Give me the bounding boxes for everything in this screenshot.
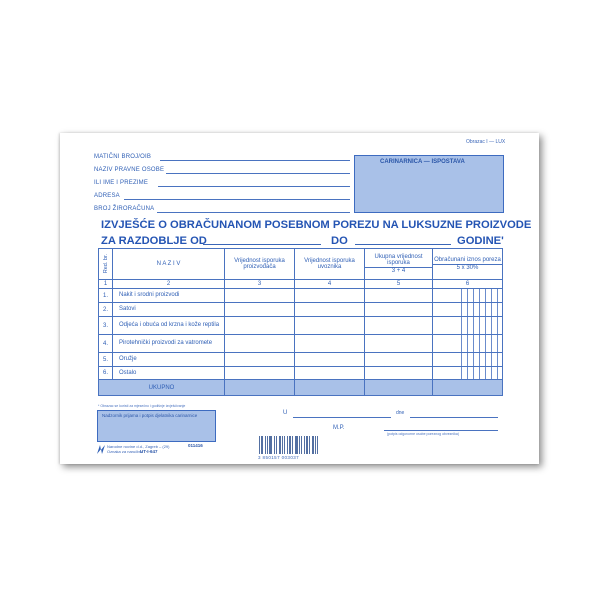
field-line[interactable] — [124, 199, 350, 200]
cell-input[interactable] — [225, 367, 295, 380]
col-header-uvoznika: Vrijednost isporuka uvoznika — [295, 249, 365, 280]
period-from-line[interactable] — [203, 244, 321, 245]
cell-input[interactable] — [225, 289, 295, 303]
field-line[interactable] — [158, 186, 350, 187]
date-line[interactable] — [410, 417, 498, 418]
cell-input[interactable] — [295, 353, 365, 367]
col-header-red-br: Red. br. — [99, 249, 113, 280]
form-sheet — [60, 133, 539, 464]
order-code: UT-I-647 — [140, 449, 158, 454]
cell-input[interactable] — [295, 367, 365, 380]
order-label: Oznaka za naručbu: — [107, 449, 143, 454]
date-label: dne — [396, 410, 405, 416]
cell-input[interactable] — [295, 289, 365, 303]
cell-input[interactable] — [225, 317, 295, 335]
header-field-ziro: BROJ ŽIRORAČUNA — [94, 206, 154, 212]
cell-input[interactable] — [365, 367, 433, 380]
table-row: 6. Ostalo — [99, 367, 503, 380]
ean-number: 3 850157 003037 — [258, 455, 300, 460]
total-cell[interactable] — [365, 380, 433, 396]
cell-input[interactable] — [433, 353, 503, 367]
signature-line[interactable] — [384, 430, 498, 431]
total-cell[interactable] — [225, 380, 295, 396]
field-line[interactable] — [157, 212, 350, 213]
cell-input[interactable] — [433, 335, 503, 353]
cell-input[interactable] — [295, 335, 365, 353]
place-label: U — [283, 410, 288, 416]
header-field-adresa: ADRESA — [94, 193, 120, 199]
header-field-maticni: MATIČNI BROJ/OIB — [94, 154, 151, 160]
cell-input[interactable] — [225, 303, 295, 317]
cell-input[interactable] — [295, 317, 365, 335]
header-field-naziv: NAZIV PRAVNE OSOBE — [94, 167, 164, 173]
cell-input[interactable] — [365, 317, 433, 335]
table-row: 1. Nakit i srodni proizvodi — [99, 289, 503, 303]
total-row — [99, 380, 503, 396]
table-row: 2. Satovi — [99, 303, 503, 317]
product-code: 011416 — [188, 443, 203, 448]
form-code: Obrazac I — LUX — [466, 139, 506, 145]
field-line[interactable] — [160, 160, 350, 161]
publisher-logo-icon — [97, 445, 105, 454]
total-label: UKUPNO — [99, 380, 225, 396]
cell-input[interactable] — [365, 289, 433, 303]
signature-note: (potpis odgovorne osobe poreznog obveznika) — [387, 432, 459, 436]
footnote: * Obrazac se koristi za mjesečno i godišnje izvješćivanje — [98, 404, 186, 408]
cell-input[interactable] — [365, 303, 433, 317]
form-title: IZVJEŠĆE O OBRAČUNANOM POSEBNOM POREZU NA LUKSUZNE PROIZVODE — [101, 219, 532, 231]
total-cell[interactable] — [433, 380, 503, 396]
place-line[interactable] — [293, 417, 391, 418]
cell-input[interactable] — [433, 317, 503, 335]
cell-input[interactable] — [365, 335, 433, 353]
header-field-ime: ILI IME I PREZIME — [94, 180, 148, 186]
table-row: 3. Odjeća i obuća od krzna i kože reptila — [99, 317, 503, 335]
carinarnica-box[interactable]: CARINARNICA — ISPOSTAVA — [354, 155, 504, 213]
col-header-obracunani: Obračunani iznos poreza 5 x 30% — [433, 249, 503, 280]
stamp-label: M.P. — [333, 425, 345, 431]
cell-input[interactable] — [433, 303, 503, 317]
publisher-line: Narodne novine d.d., Zagreb – (29) — [107, 444, 170, 449]
cell-input[interactable] — [225, 335, 295, 353]
table-row: 4. Pirotehnički proizvodi za vatromete — [99, 335, 503, 353]
nadzornik-box[interactable]: Nadzornik prijama i potpis djelatnika carinarnice — [97, 410, 216, 442]
cell-input[interactable] — [433, 367, 503, 380]
col-header-proizvodaca: Vrijednost isporuka proizvođača — [225, 249, 295, 280]
col-header-naziv: N A Z I V — [113, 249, 225, 280]
col-header-ukupna: Ukupna vrijednost isporuka 3 + 4 — [365, 249, 433, 280]
barcode-icon — [258, 436, 320, 454]
cell-input[interactable] — [225, 353, 295, 367]
form-period: ZA RAZDOBLJE OD DO GODINE' — [101, 235, 504, 247]
table-row: 5. Oružje — [99, 353, 503, 367]
col-number-row: 1 2 3 4 5 6 — [99, 280, 503, 289]
total-cell[interactable] — [295, 380, 365, 396]
cell-input[interactable] — [365, 353, 433, 367]
period-to-line[interactable] — [355, 244, 451, 245]
cell-input[interactable] — [433, 289, 503, 303]
cell-input[interactable] — [295, 303, 365, 317]
field-line[interactable] — [166, 173, 350, 174]
tax-table — [98, 248, 503, 396]
